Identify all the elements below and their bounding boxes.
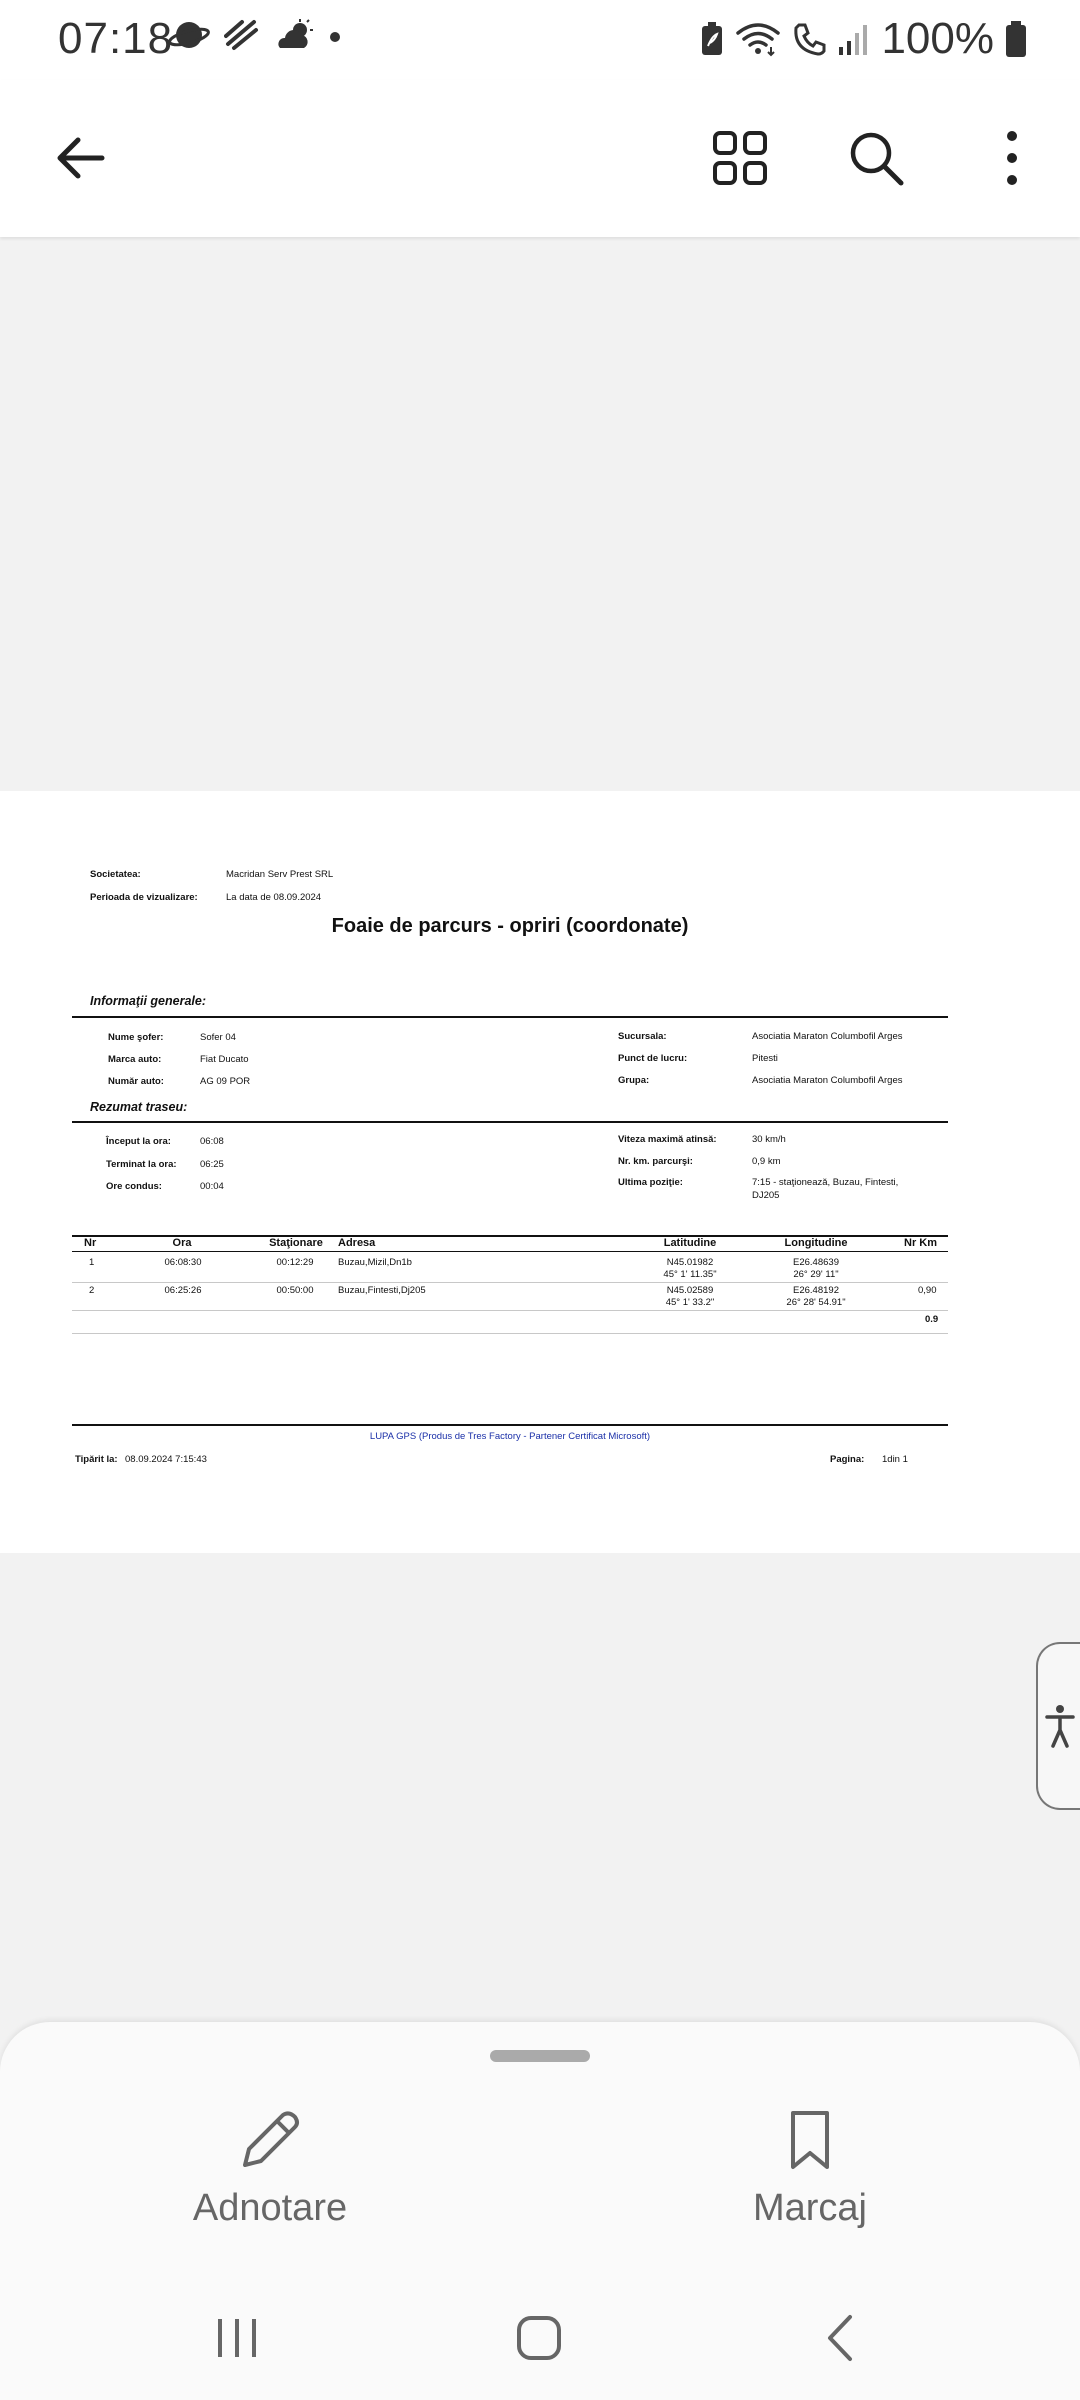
societatea-value: Macridan Serv Prest SRL [226, 869, 334, 880]
branch-value: Asociatia Maraton Columbofil Arges [752, 1031, 903, 1042]
battery-percent: 100% [881, 14, 994, 63]
start-time-label: Început la ora: [106, 1136, 171, 1147]
start-time-value: 06:08 [200, 1136, 224, 1147]
recent-apps-icon [212, 2313, 262, 2363]
table-cell: 00:12:29 [276, 1257, 314, 1268]
page-label: Pagina: [830, 1454, 865, 1465]
bookmark-button[interactable] [660, 2107, 960, 2247]
saturn-icon [168, 18, 210, 52]
app-bar [0, 80, 1080, 237]
row-divider [72, 1333, 948, 1334]
summary-title: Rezumat traseu: [90, 1100, 188, 1114]
bookmark-icon [777, 2107, 843, 2173]
col-header-stationare: Staţionare [269, 1237, 323, 1249]
bottom-sheet [0, 2022, 1080, 2400]
sheet-handle[interactable] [490, 2050, 590, 2062]
table-cell: 06:25:26 [164, 1285, 202, 1296]
car-brand-value: Fiat Ducato [200, 1054, 249, 1065]
footer-rule [72, 1424, 948, 1426]
accessibility-button[interactable] [1036, 1642, 1080, 1810]
table-cell: E26.48639 [793, 1257, 839, 1268]
table-cell: N45.02589 [666, 1285, 714, 1296]
col-header-nrkm: Nr Km [904, 1237, 938, 1249]
table-cell: 26° 28' 54.91" [786, 1297, 846, 1308]
max-speed-label: Viteza maximă atinsă: [618, 1134, 717, 1145]
meteor-shower-icon [224, 18, 260, 52]
battery-icon [1004, 20, 1028, 58]
driving-hours-value: 00:04 [200, 1181, 224, 1192]
perioada-label: Perioada de vizualizare: [90, 892, 198, 903]
recent-apps-button[interactable] [192, 2306, 282, 2370]
status-bar [0, 0, 1080, 80]
document-title: Foaie de parcurs - opriri (coordonate) [331, 915, 689, 937]
accessibility-icon [1045, 1704, 1075, 1748]
total-km: 0.9 [925, 1314, 939, 1325]
header-rule [72, 1251, 948, 1252]
section-rule [72, 1121, 948, 1123]
branch-label: Sucursala: [618, 1031, 667, 1042]
table-cell: 0,90 [918, 1285, 937, 1296]
table-cell: E26.48192 [793, 1285, 839, 1296]
clock: 07:18 [58, 14, 174, 63]
home-icon [514, 2313, 564, 2363]
last-position-label: Ultima poziţie: [618, 1177, 683, 1188]
grid-view-icon [712, 130, 768, 186]
row-divider [72, 1310, 948, 1311]
battery-saver-icon [699, 21, 725, 57]
table-cell: Buzau,Mizil,Dn1b [338, 1257, 412, 1268]
table-cell: 2 [89, 1285, 95, 1296]
end-time-value: 06:25 [200, 1159, 224, 1170]
wifi-icon [735, 21, 781, 57]
col-header-longitudine: Longitudine [784, 1237, 848, 1249]
pencil-icon [237, 2107, 303, 2173]
more-options-icon [1002, 130, 1022, 186]
driving-hours-label: Ore condus: [106, 1181, 162, 1192]
printed-value: 08.09.2024 7:15:43 [125, 1454, 207, 1465]
general-info-title: Informaţii generale: [90, 994, 206, 1008]
call-icon [791, 21, 827, 57]
end-time-label: Terminat la ora: [106, 1159, 177, 1170]
max-speed-value: 30 km/h [752, 1134, 786, 1145]
perioada-value: La data de 08.09.2024 [226, 892, 322, 903]
driver-label: Nume şofer: [108, 1032, 164, 1043]
annotate-button[interactable] [120, 2107, 420, 2247]
section-rule [72, 1016, 948, 1018]
back-button[interactable] [42, 120, 118, 196]
table-cell: 00:50:00 [276, 1285, 314, 1296]
workpoint-value: Pitesti [752, 1053, 778, 1064]
annotate-label: Adnotare [192, 2187, 348, 2229]
col-header-adresa: Adresa [338, 1237, 376, 1249]
back-icon [816, 2313, 866, 2363]
last-position-value-cont: DJ205 [752, 1190, 780, 1201]
search-button[interactable] [838, 120, 914, 196]
nav-back-button[interactable] [796, 2306, 886, 2370]
table-cell: 45° 1' 33.2" [665, 1297, 715, 1308]
document-page[interactable] [0, 791, 1080, 1553]
table-cell: 26° 29' 11" [793, 1269, 839, 1280]
table-cell: 45° 1' 11.35" [663, 1269, 717, 1280]
footer-link[interactable]: LUPA GPS (Produs de Tres Factory - Partener Certificat Microsoft) [369, 1431, 651, 1442]
car-brand-label: Marca auto: [108, 1054, 162, 1065]
cloudy-sun-icon [274, 18, 314, 52]
plate-label: Număr auto: [108, 1076, 164, 1087]
more-options-button[interactable] [974, 120, 1050, 196]
dot-icon [328, 18, 342, 52]
bookmark-label: Marcaj [752, 2187, 868, 2229]
driver-value: Sofer 04 [200, 1032, 236, 1043]
plate-value: AG 09 POR [200, 1076, 251, 1087]
col-header-nr: Nr [84, 1237, 97, 1249]
back-arrow-icon [52, 130, 108, 186]
km-value: 0,9 km [752, 1156, 781, 1167]
search-icon [848, 130, 904, 186]
workpoint-label: Punct de lucru: [618, 1053, 688, 1064]
group-label: Grupa: [618, 1075, 650, 1086]
printed-label: Tipărit la: [75, 1454, 118, 1465]
home-button[interactable] [494, 2306, 584, 2370]
table-cell: Buzau,Fintesti,Dj205 [338, 1285, 426, 1296]
group-value: Asociatia Maraton Columbofil Arges [752, 1075, 903, 1086]
row-divider [72, 1282, 948, 1283]
table-cell: N45.01982 [666, 1257, 714, 1268]
table-cell: 06:08:30 [164, 1257, 202, 1268]
table-cell: 1 [89, 1257, 95, 1268]
signal-icon [837, 21, 871, 57]
grid-view-button[interactable] [702, 120, 778, 196]
societatea-label: Societatea: [90, 869, 141, 880]
km-label: Nr. km. parcurşi: [618, 1156, 693, 1167]
page-value: 1din 1 [882, 1454, 908, 1465]
navigation-bar [0, 2272, 1080, 2400]
col-header-ora: Ora [172, 1237, 192, 1249]
col-header-latitudine: Latitudine [663, 1237, 717, 1249]
last-position-value: 7:15 - staţionează, Buzau, Fintesti, [752, 1177, 899, 1188]
